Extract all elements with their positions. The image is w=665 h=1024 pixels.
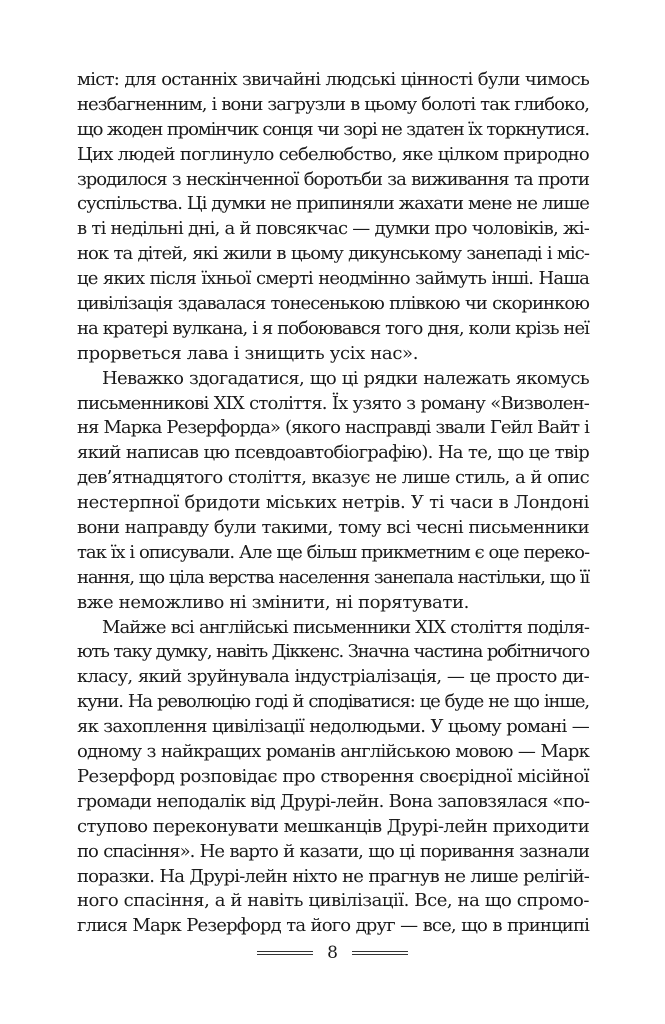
body-text — [77, 68, 589, 939]
text-line: дев’ятнадцятого століття, вказує не лише стиль, а й опис — [77, 467, 589, 489]
paragraph-first-line: Майже всі англійські письменники XIX століття поділя- — [102, 616, 589, 638]
text-line: на кратері вулкана, і я побоювався того дня, коли крізь неї — [77, 317, 589, 339]
text-line: глися Марк Резерфорд та його друг — все, що в принципі — [77, 915, 589, 937]
text-line: що жоден промінчик сонця чи зорі не здатен їх торкнутися. — [77, 118, 589, 140]
text-line: ють таку думку, навіть Діккенс. Значна частина робітничого — [77, 641, 589, 663]
text-line: нання, що ціла верства населення занепала настільки, що її — [77, 566, 589, 588]
text-line: міст: для останніх звичайні людські цінності були чимось — [77, 69, 589, 90]
text-line: який написав цю псевдоавтобіографію). На те, що це твір — [77, 442, 589, 464]
text-line: поразки. На Друрі-лейн ніхто не прагнув не лише релігій- — [77, 865, 589, 887]
footer-right-rule — [352, 951, 408, 955]
paragraph-end-line: прорветься лава і знищить усіх нас». — [77, 342, 419, 364]
text-line: цивілізація здавалася тонесенькою плівкою чи скоринкою — [77, 293, 589, 315]
footer-left-rule — [257, 951, 313, 955]
text-line: незбагненним, і вони загрузли в цьому болоті так глибоко, — [77, 93, 589, 115]
page-footer — [0, 943, 665, 963]
text-line: письменникові XIX століття. Їх узято з роману «Визволен- — [77, 392, 589, 414]
text-line: класу, який зруйнувала індустріалізація, — це просто ди- — [77, 666, 589, 688]
paragraph-first-line: Неважко здогадатися, що ці рядки належать якомусь — [102, 367, 589, 389]
text-line: Резерфорд розповідає про створення своєрідної місійної — [77, 765, 589, 787]
text-line: як захоплення цивілізації недолюдьми. У цьому романі — — [77, 716, 589, 738]
text-line: куни. На революцію годі й сподіватися: це буде не що інше, — [77, 691, 589, 713]
text-line: нок та дітей, які жили в цьому дикунському занепаді і міс- — [77, 243, 589, 265]
text-line: нестерпної бридоти міських нетрів. У ті часи в Лондоні — [77, 492, 589, 514]
text-line: так їх і описували. Але ще більш прикметним є оце переко- — [77, 541, 589, 563]
text-line: це яких після їхньої смерті неодмінно займуть інші. Наша — [77, 268, 589, 290]
text-line: ступово переконувати мешканців Друрі-лейн приходити — [77, 815, 590, 837]
text-line: в ті недільні дні, а й повсякчас — думки про чоловіків, жі- — [77, 218, 590, 240]
text-line: ного спасіння, а й навіть цивілізації. Все, на що спромо- — [77, 890, 589, 912]
page-number: 8 — [327, 943, 338, 963]
paragraph-end-line: вже неможливо ні змінити, ні порятувати. — [77, 591, 469, 613]
text-line: зродилося з нескінченної боротьби за виживання та проти — [77, 168, 589, 190]
text-line: громади неподалік від Друрі-лейн. Вона заповзялася «по- — [77, 790, 590, 812]
text-line: одному з найкращих романів англійською мовою — Марк — [77, 741, 589, 763]
text-line: по спасіння». Не варто й казати, що ці поривання зазнали — [77, 840, 589, 862]
text-line: ня Марка Резерфорда» (якого насправді звали Гейл Вайт і — [77, 417, 589, 439]
text-line: Цих людей поглинуло себелюбство, яке цілком природно — [77, 143, 589, 165]
text-line: суспільства. Ці думки не припиняли жахати мене не лише — [77, 193, 589, 215]
text-line: вони направду були такими, тому всі чесні письменники — [77, 517, 589, 539]
